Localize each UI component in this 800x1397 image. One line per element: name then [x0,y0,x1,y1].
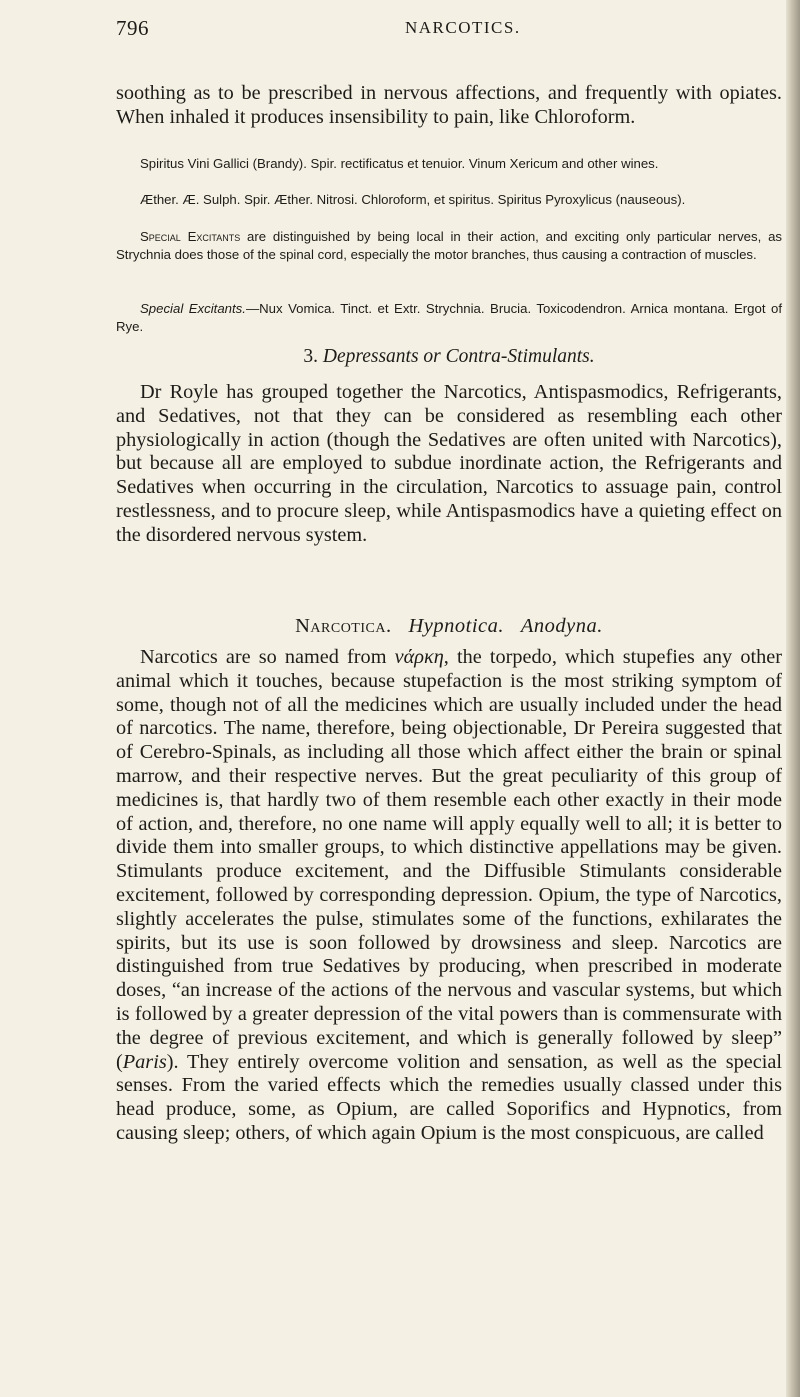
narcotica-body-middle: , the torpedo, which stupefies any other animal which it touches, because stupefaction is the most striking symptom of some, though not of all the medicines which are usually included under the head of narcotics. The name, therefore, being objectionable, Dr Pereira suggested that of Cerebro-Spinals, as including all those which affect either the brain or spinal marrow, and their respective nerves. But the great peculiarity of this group of medicines is, that hardly two of them resemble each other exactly in their mode of action, and, therefore, no one name will apply equally well to all; it is better to divide them into smaller groups, to which distinctive appellations may be given. Stimulants produce excitement, and the Diffusible Stimulants considerable excitement, followed by corresponding depression. Opium, the type of Narcotics, slightly accelerates the pulse, stimulates some of the functions, exhilarates the spirits, but its use is soon followed by drowsiness and sleep. Narcotics are distinguished from true Sedatives by producing, when prescribed in moderate doses, “an increase of the actions of the nervous and vascular systems, but which is followed by a greater depression of the vital powers than is commensurate with the degree of previous excitement, and which is generally followed by sleep” ( [116,646,782,1073]
greek-word: νάρκη [394,646,444,668]
narcotica-heading-main: Narcotica. [295,615,392,637]
spirits-list: Spiritus Vini Gallici (Brandy). Spir. rectificatus et tenuior. Vinum Xericum and other wines. [140,156,659,171]
section-3-title: Depressants or Contra-Stimulants. [322,346,595,367]
section-3-heading [116,346,782,368]
narcotica-body [116,646,782,1146]
narcotica-heading [116,615,782,638]
narcotica-body-start: Narcotics are so named from [140,646,395,668]
citation-paris: Paris [122,1050,167,1073]
section-3-body: Dr Royle has grouped together the Narcotics, Antispasmodics, Refrigerants, and Sedatives, not that they can be considered as resembling each other physiologically in action (though the Sedatives are often united with Narcotics), but because all are employed to subdue inordinate action, the Refrigerants and Sedatives when occurring in the circulation, Narcotics to assuage pain, control restlessness, and to procure sleep, while Antispasmodics have a quieting effect on the disordered nervous system. [116,381,782,546]
section-3-number: 3. [303,346,318,367]
page-header [116,8,784,38]
book-page [116,0,784,1397]
special-excitants-text: are distinguished by being local in their action, and exciting only particular nerves, as Strychnia does those of the spinal cord, especially the motor branches, thus causing a contraction of muscles. [116,229,782,263]
ether-list: Æther. Æ. Sulph. Spir. Æther. Nitrosi. Chloroform, et spiritus. Spiritus Pyroxylicus (nauseous). [140,192,686,207]
running-head: NARCOTICS. [405,18,521,37]
special-excitants-definition [116,228,782,264]
special-excitants-label: Special Excitants [140,229,241,244]
book-page-edge [786,0,800,1397]
narcotica-heading-alt1: Hypnotica. [408,615,505,637]
special-excitants-list-text: —Nux Vomica. Tinct. et Extr. Strychnia. Brucia. Toxicodendron. Arnica montana. Ergot of Rye. [116,301,782,335]
page-number: 796 [116,16,149,40]
narcotica-heading-alt2: Anodyna. [520,615,603,637]
opening-paragraph: soothing as to be prescribed in nervous affections, and frequently with opiates. When inhaled it produces insensibility to pain, like Chloroform. [116,82,782,128]
narcotica-body-end: ). They entirely overcome volition and sensation, as well as the special senses. From the varied effects which the remedies usually classed under this head produce, some, as Opium, are called Soporifics and Hypnotics, from causing sleep; others, of which again Opium is the most conspicuous, are called [116,1050,782,1144]
special-excitants-list [116,300,782,336]
special-excitants-list-label: Special Excitants. [140,301,246,316]
